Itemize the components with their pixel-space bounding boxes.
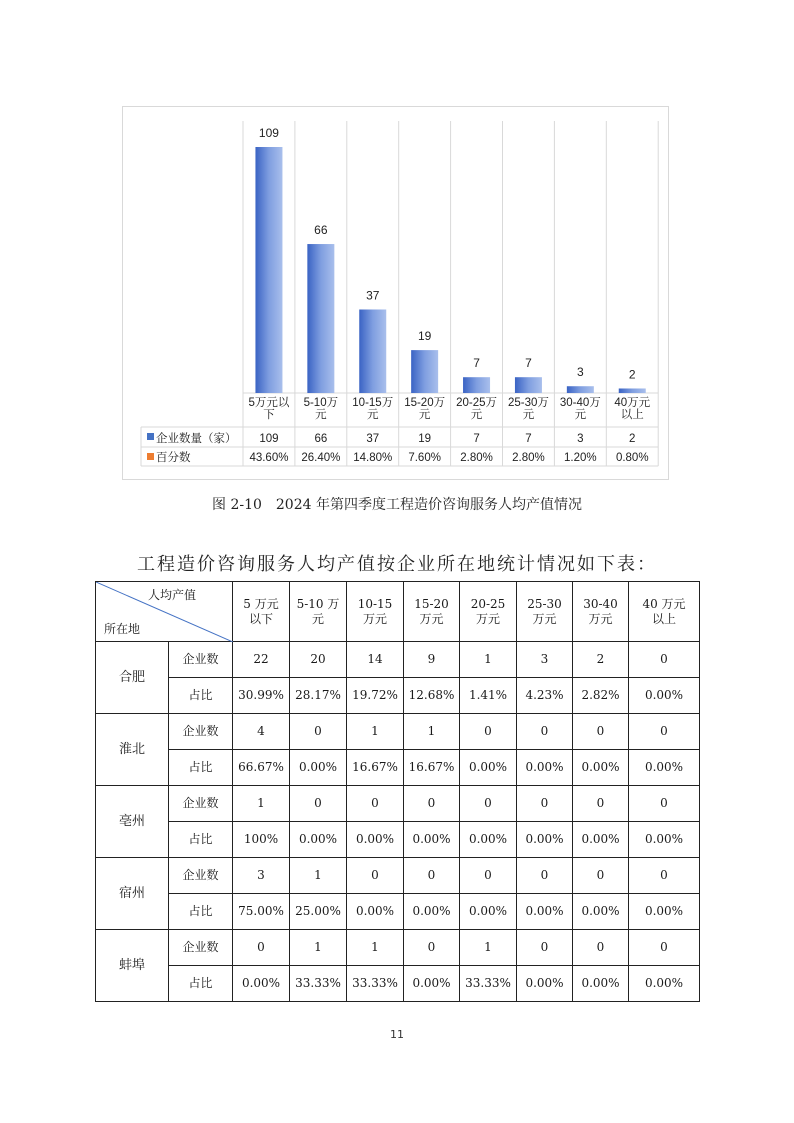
header-line: 40 万元: [642, 596, 686, 611]
category-label-4: 元: [470, 409, 483, 421]
header-cell: [629, 582, 700, 642]
table-row: [96, 858, 700, 894]
category-label-7: 以上: [620, 409, 644, 421]
ratio-cell: 16.67%: [347, 750, 404, 786]
count-cell: 0: [517, 786, 573, 822]
category-label-5: 25-30万: [507, 397, 549, 409]
table-row: [96, 714, 700, 750]
bar-6: [567, 386, 594, 393]
ratio-cell: 0.00%: [573, 750, 629, 786]
chart-frame: [122, 106, 669, 480]
ratio-cell: 0.00%: [233, 966, 290, 1002]
table-percent-6: 1.20%: [564, 452, 597, 464]
ratio-cell: 33.33%: [347, 966, 404, 1002]
ratio-cell: 1.41%: [460, 678, 517, 714]
row-label-count: 企业数: [169, 786, 233, 822]
ratio-cell: 33.33%: [460, 966, 517, 1002]
count-cell: 1: [290, 858, 347, 894]
header-line: 10-15: [357, 596, 393, 611]
header-cell: [460, 582, 517, 642]
ratio-cell: 100%: [233, 822, 290, 858]
legend-label-count: 企业数量（家）: [156, 433, 237, 445]
count-cell: 0: [517, 714, 573, 750]
ratio-cell: 0.00%: [629, 966, 700, 1002]
count-cell: 2: [573, 642, 629, 678]
header-line: 5 万元: [243, 596, 279, 611]
table-count-5: 7: [525, 433, 532, 445]
count-cell: 0: [290, 786, 347, 822]
table-count-7: 2: [629, 433, 636, 445]
region-name: 合肥: [96, 642, 169, 714]
ratio-cell: 0.00%: [573, 822, 629, 858]
ratio-cell: 0.00%: [629, 750, 700, 786]
header-line: 万元: [588, 611, 613, 626]
category-label-6: 30-40万: [559, 397, 601, 409]
header-cell: [347, 582, 404, 642]
row-label-ratio: 占比: [169, 966, 233, 1002]
count-cell: 3: [517, 642, 573, 678]
count-cell: 0: [629, 714, 700, 750]
ratio-cell: 30.99%: [233, 678, 290, 714]
category-label-3: 元: [418, 409, 431, 421]
ratio-cell: 66.67%: [233, 750, 290, 786]
category-label-3: 15-20万: [404, 397, 446, 409]
header-line: 以下: [248, 611, 273, 626]
table-count-3: 19: [418, 433, 432, 445]
ratio-cell: 19.72%: [347, 678, 404, 714]
table-row: [96, 678, 700, 714]
table-percent-7: 0.80%: [615, 452, 649, 464]
count-cell: 0: [347, 786, 404, 822]
table-percent-5: 2.80%: [512, 452, 545, 464]
ratio-cell: 0.00%: [517, 750, 573, 786]
ratio-cell: 0.00%: [517, 822, 573, 858]
header-line: 15-20: [414, 596, 449, 611]
diag-bottom-label: 所在地: [104, 622, 141, 636]
header-line: 万元: [475, 611, 500, 626]
table-percent-3: 7.60%: [408, 452, 441, 464]
ratio-cell: 0.00%: [404, 822, 460, 858]
legend-key-count: [147, 433, 154, 440]
category-label-1: 元: [315, 409, 327, 421]
table-count-2: 37: [366, 433, 380, 445]
row-label-count: 企业数: [169, 930, 233, 966]
ratio-cell: 2.82%: [573, 678, 629, 714]
data-label-1: 66: [314, 223, 328, 238]
table-percent-0: 43.60%: [249, 452, 289, 464]
count-cell: 22: [233, 642, 290, 678]
ratio-cell: 0.00%: [629, 822, 700, 858]
bar-3: [411, 350, 438, 393]
data-label-2: 37: [366, 288, 380, 303]
table-count-1: 66: [314, 433, 328, 445]
count-cell: 0: [629, 642, 700, 678]
count-cell: 0: [290, 714, 347, 750]
header-line: 万元: [532, 611, 557, 626]
count-cell: 14: [347, 642, 404, 678]
count-cell: 1: [460, 642, 517, 678]
ratio-cell: 33.33%: [290, 966, 347, 1002]
legend-key-percent: [147, 453, 154, 460]
header-row: [96, 582, 700, 642]
region-table: [95, 581, 700, 1002]
header-line: 以上: [651, 611, 676, 626]
category-label-6: 元: [574, 409, 587, 421]
table-count-4: 7: [473, 433, 480, 445]
header-cell: [517, 582, 573, 642]
data-label-6: 3: [577, 365, 584, 380]
region-name: 亳州: [96, 786, 169, 858]
ratio-cell: 4.23%: [517, 678, 573, 714]
table-percent-4: 2.80%: [460, 452, 493, 464]
category-label-7: 40万元: [614, 397, 651, 409]
ratio-cell: 0.00%: [573, 894, 629, 930]
row-label-ratio: 占比: [169, 678, 233, 714]
row-label-ratio: 占比: [169, 750, 233, 786]
category-label-1: 5-10万: [303, 397, 339, 409]
figure-caption: 图 2-10 2024 年第四季度工程造价咨询服务人均产值情况: [212, 497, 582, 513]
count-cell: 9: [404, 642, 460, 678]
header-cell: [573, 582, 629, 642]
count-cell: 0: [404, 930, 460, 966]
header-line: 20-25: [470, 596, 506, 611]
count-cell: 20: [290, 642, 347, 678]
ratio-cell: 0.00%: [347, 822, 404, 858]
row-label-count: 企业数: [169, 858, 233, 894]
row-label-count: 企业数: [169, 642, 233, 678]
ratio-cell: 0.00%: [460, 894, 517, 930]
count-cell: 1: [233, 786, 290, 822]
bar-1: [307, 244, 334, 393]
ratio-cell: 0.00%: [290, 750, 347, 786]
region-name: 宿州: [96, 858, 169, 930]
category-label-0: 下: [263, 409, 275, 421]
row-label-count: 企业数: [169, 714, 233, 750]
page-number: 11: [390, 1028, 404, 1041]
ratio-cell: 25.00%: [290, 894, 347, 930]
ratio-cell: 0.00%: [629, 678, 700, 714]
data-label-4: 7: [473, 356, 480, 371]
count-cell: 0: [404, 786, 460, 822]
header-line: 5-10 万: [296, 596, 340, 611]
ratio-cell: 0.00%: [460, 750, 517, 786]
count-cell: 0: [460, 786, 517, 822]
header-line: 元: [311, 611, 324, 626]
table-percent-2: 14.80%: [353, 452, 393, 464]
ratio-cell: 0.00%: [404, 894, 460, 930]
ratio-cell: 0.00%: [290, 822, 347, 858]
count-cell: 0: [573, 930, 629, 966]
diagonal-header: [96, 582, 233, 642]
count-cell: 1: [460, 930, 517, 966]
table-row: [96, 966, 700, 1002]
region-name: 淮北: [96, 714, 169, 786]
count-cell: 1: [347, 930, 404, 966]
row-label-ratio: 占比: [169, 894, 233, 930]
ratio-cell: 0.00%: [347, 894, 404, 930]
count-cell: 1: [347, 714, 404, 750]
table-percent-1: 26.40%: [301, 452, 341, 464]
ratio-cell: 0.00%: [460, 822, 517, 858]
ratio-cell: 0.00%: [404, 966, 460, 1002]
header-cell: [404, 582, 460, 642]
bar-chart: [123, 107, 670, 481]
region-name: 蚌埠: [96, 930, 169, 1002]
ratio-cell: 75.00%: [233, 894, 290, 930]
count-cell: 0: [233, 930, 290, 966]
data-label-3: 19: [417, 329, 432, 344]
count-cell: 0: [629, 930, 700, 966]
ratio-cell: 16.67%: [404, 750, 460, 786]
table-count-0: 109: [259, 433, 279, 445]
bar-7: [619, 388, 646, 393]
ratio-cell: 12.68%: [404, 678, 460, 714]
ratio-cell: 0.00%: [517, 894, 573, 930]
legend-label-percent: 百分数: [156, 452, 191, 464]
data-label-0: 109: [258, 126, 279, 140]
category-label-2: 10-15万: [352, 397, 394, 409]
diag-top-label: 人均产值: [147, 588, 196, 602]
count-cell: 0: [573, 858, 629, 894]
header-line: 25-30: [527, 596, 562, 611]
table-intro: 工程造价咨询服务人均产值按企业所在地统计情况如下表：: [137, 554, 657, 575]
count-cell: 0: [629, 786, 700, 822]
header-line: 30-40: [583, 596, 618, 611]
header-line: 万元: [362, 611, 387, 626]
category-label-4: 20-25万: [456, 397, 498, 409]
table-row: [96, 642, 700, 678]
category-label-0: 5万元以: [248, 397, 290, 409]
table-row: [96, 822, 700, 858]
count-cell: 0: [460, 714, 517, 750]
count-cell: 0: [517, 858, 573, 894]
bar-4: [463, 377, 490, 393]
count-cell: 4: [233, 714, 290, 750]
header-cell: [233, 582, 290, 642]
header-cell: [290, 582, 347, 642]
row-label-ratio: 占比: [169, 822, 233, 858]
category-label-2: 元: [367, 409, 379, 421]
data-label-5: 7: [525, 356, 532, 371]
header-line: 万元: [419, 611, 444, 626]
ratio-cell: 0.00%: [517, 966, 573, 1002]
table-row: [96, 786, 700, 822]
count-cell: 0: [347, 858, 404, 894]
ratio-cell: 0.00%: [629, 894, 700, 930]
count-cell: 0: [517, 930, 573, 966]
bar-0: [255, 147, 282, 393]
bar-5: [515, 377, 542, 393]
data-label-7: 2: [628, 367, 636, 382]
bar-2: [359, 309, 386, 393]
count-cell: 1: [404, 714, 460, 750]
table-row: [96, 894, 700, 930]
ratio-cell: 28.17%: [290, 678, 347, 714]
count-cell: 0: [460, 858, 517, 894]
count-cell: 0: [404, 858, 460, 894]
table-row: [96, 930, 700, 966]
count-cell: 0: [573, 714, 629, 750]
count-cell: 0: [629, 858, 700, 894]
count-cell: 3: [233, 858, 290, 894]
table-count-6: 3: [577, 433, 584, 445]
count-cell: 1: [290, 930, 347, 966]
count-cell: 0: [573, 786, 629, 822]
table-row: [96, 750, 700, 786]
ratio-cell: 0.00%: [573, 966, 629, 1002]
category-label-5: 元: [522, 409, 535, 421]
